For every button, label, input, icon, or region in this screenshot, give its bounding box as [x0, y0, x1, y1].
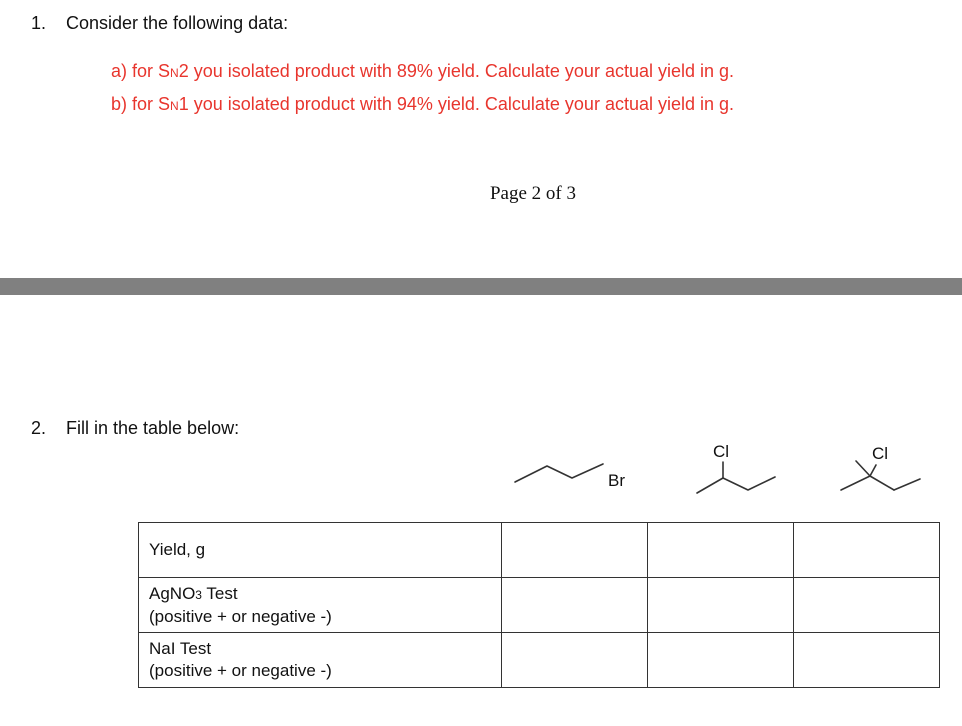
table-cell-blank[interactable] [502, 523, 648, 578]
molecule-structures [500, 435, 962, 505]
table-cell-blank[interactable] [794, 523, 940, 578]
molecule-2-chlorobutane-skeleton [697, 477, 775, 493]
table-cell-blank[interactable] [502, 633, 648, 688]
molecule-1-br-label: Br [608, 471, 625, 490]
table-cell-blank[interactable] [502, 578, 648, 633]
question-number: 2. [31, 418, 47, 438]
page-separator [0, 278, 962, 295]
table-cell-blank[interactable] [794, 578, 940, 633]
part-b-prefix: b) for S [111, 94, 171, 114]
molecule-1-bromobutane-skeleton [515, 464, 603, 482]
row-label-agno3-test [139, 578, 502, 633]
part-b-suffix: 1 you isolated product with 94% yield. Calculate your actual yield in g. [178, 94, 735, 114]
molecule-3-ethyl-bond [894, 479, 920, 490]
table-cell-blank[interactable] [648, 633, 794, 688]
molecule-3-methyl-bond [870, 476, 894, 490]
question-1-part-b [111, 94, 734, 115]
question-1-part-a [111, 61, 734, 82]
table-cell-blank[interactable] [648, 578, 794, 633]
question-number: 1. [31, 13, 47, 33]
results-table [138, 522, 940, 688]
molecule-3-cl-label: Cl [872, 444, 889, 463]
molecule-2-cl-label: Cl [713, 442, 730, 461]
question-prompt: Fill in the table below: [66, 418, 240, 438]
table-row [139, 633, 940, 688]
page-number: Page 2 of 3 [489, 183, 576, 204]
part-b-subscript: N [170, 99, 179, 113]
part-a-suffix: 2 you isolated product with 89% yield. Calculate your actual yield in g. [178, 61, 735, 81]
row-label-line1-prefix: AgNO [149, 583, 196, 603]
row-label-line1-subscript: 3 [195, 587, 202, 602]
question-prompt: Consider the following data: [66, 13, 289, 33]
row-label-nai-test [139, 633, 502, 688]
row-label-line1: NaI Test [149, 639, 212, 658]
row-label-yield [139, 523, 502, 578]
row-label-line2: (positive + or negative -) [149, 661, 332, 680]
table-cell-blank[interactable] [648, 523, 794, 578]
table-row [139, 523, 940, 578]
part-a-prefix: a) for S [111, 61, 171, 81]
table-cell-blank[interactable] [794, 633, 940, 688]
row-label-line2: (positive + or negative -) [149, 606, 332, 626]
table-row [139, 578, 940, 633]
row-label-line1-suffix: Test [201, 583, 238, 603]
row-label-line1: Yield, g [149, 540, 206, 559]
structures-drawing [500, 435, 962, 505]
molecule-3-c-cl-bond [870, 465, 876, 476]
molecule-3-tertbutylchloride-skeleton [841, 461, 870, 490]
part-a-subscript: N [170, 66, 179, 80]
